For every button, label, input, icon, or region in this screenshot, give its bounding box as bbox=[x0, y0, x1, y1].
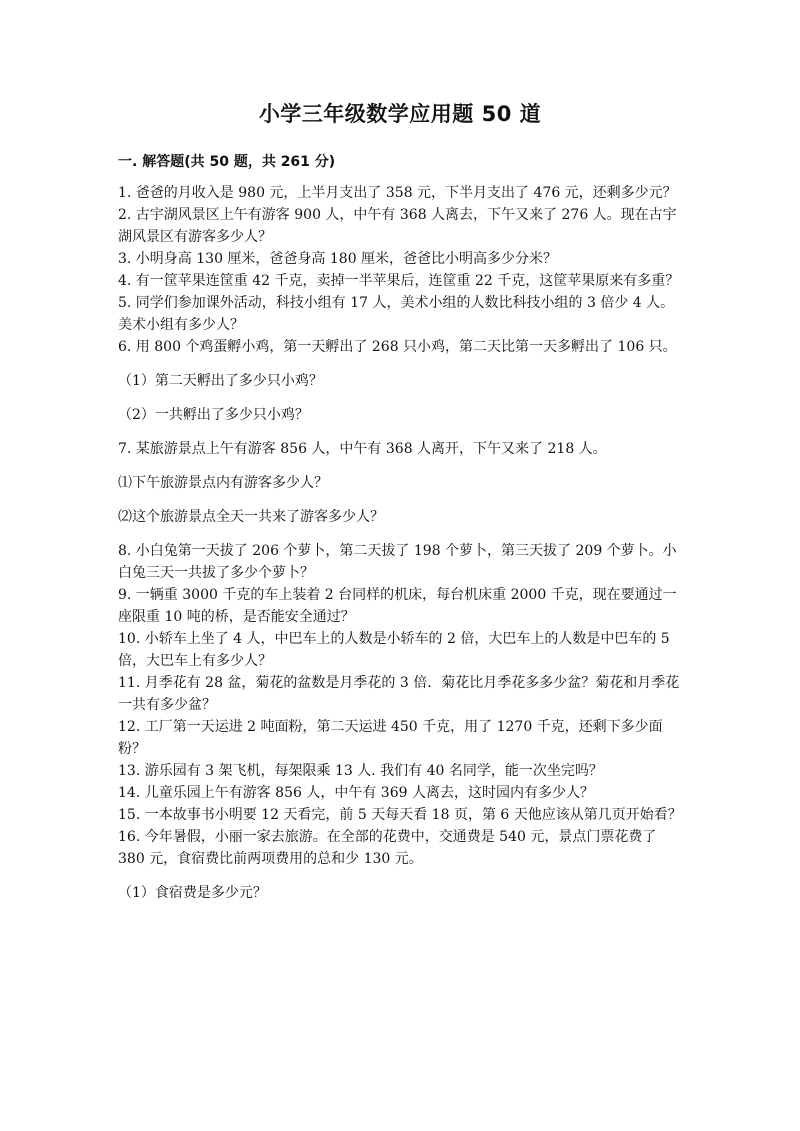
question-8: 8. 小白兔第一天拔了 206 个萝卜，第二天拔了 198 个萝卜，第三天拔了 209 个萝卜。小白兔三天一共拔了多少个萝卜？ bbox=[118, 543, 677, 581]
section-heading: 一. 解答题(共 50 题，共 261 分) bbox=[118, 154, 336, 170]
question-16: 16. 今年暑假，小丽一家去旅游。在全部的花费中，交通费是 540 元，景点门票花费了 380 元，食宿费比前两项费用的总和少 130 元。 bbox=[118, 829, 657, 867]
question-9: 9. 一辆重 3000 千克的车上装着 2 台同样的机床，每台机床重 2000 千克，现在要通过一座限重 10 吨的桥，是否能安全通过？ bbox=[118, 587, 677, 625]
question-6: 6. 用 800 个鸡蛋孵小鸡，第一天孵出了 268 只小鸡，第二天比第一天多孵出了 106 只。 bbox=[118, 339, 677, 355]
question-14: 14. 儿童乐园上午有游客 856 人，中午有 369 人离去，这时园内有多少人？ bbox=[118, 785, 594, 801]
question-list bbox=[118, 182, 684, 904]
question-15: 15. 一本故事书小明要 12 天看完，前 5 天每天看 18 页，第 6 天他应该从第几页开始看？ bbox=[118, 807, 682, 823]
question-7: 7. 某旅游景点上午有游客 856 人，中午有 368 人离开，下午又来了 218 人。 bbox=[118, 441, 607, 457]
question-2: 2. 古宇湖风景区上午有游客 900 人，中午有 368 人离去，下午又来了 276 人。现在古宇湖风景区有游客多少人？ bbox=[118, 207, 677, 245]
question-6-part-2: （2）一共孵出了多少只小鸡？ bbox=[118, 407, 309, 423]
question-6-part-1: （1）第二天孵出了多少只小鸡？ bbox=[118, 373, 323, 389]
question-16-part-1: （1）食宿费是多少元？ bbox=[118, 885, 267, 901]
question-3: 3. 小明身高 130 厘米，爸爸身高 180 厘米，爸爸比小明高多少分米？ bbox=[118, 251, 558, 267]
question-12: 12. 工厂第一天运进 2 吨面粉，第二天运进 450 千克，用了 1270 千克，还剩下多少面粉？ bbox=[118, 719, 663, 757]
question-11: 11. 月季花有 28 盆，菊花的盆数是月季花的 3 倍．菊花比月季花多多少盆？菊花和月季花一共有多少盆？ bbox=[118, 675, 680, 713]
question-7-part-2: ⑵这个旅游景点全天一共来了游客多少人？ bbox=[118, 509, 384, 525]
question-10: 10. 小轿车上坐了 4 人，中巴车上的人数是小轿车的 2 倍，大巴车上的人数是中巴车的 5 倍，大巴车上有多少人？ bbox=[118, 631, 670, 669]
page-title: 小学三年级数学应用题 50 道 bbox=[258, 102, 542, 126]
question-7-part-1: ⑴下午旅游景点内有游客多少人？ bbox=[118, 475, 328, 491]
question-13: 13. 游乐园有 3 架飞机，每架限乘 13 人. 我们有 40 名同学，能一次坐完吗？ bbox=[118, 763, 603, 779]
question-5: 5. 同学们参加课外活动，科技小组有 17 人，美术小组的人数比科技小组的 3 倍少 4 人。美术小组有多少人？ bbox=[118, 295, 675, 333]
question-4: 4. 有一筐苹果连筐重 42 千克，卖掉一半苹果后，连筐重 22 千克，这筐苹果原来有多重？ bbox=[118, 273, 680, 289]
question-1: 1. 爸爸的月收入是 980 元，上半月支出了 358 元，下半月支出了 476 元，还剩多少元？ bbox=[118, 185, 677, 201]
